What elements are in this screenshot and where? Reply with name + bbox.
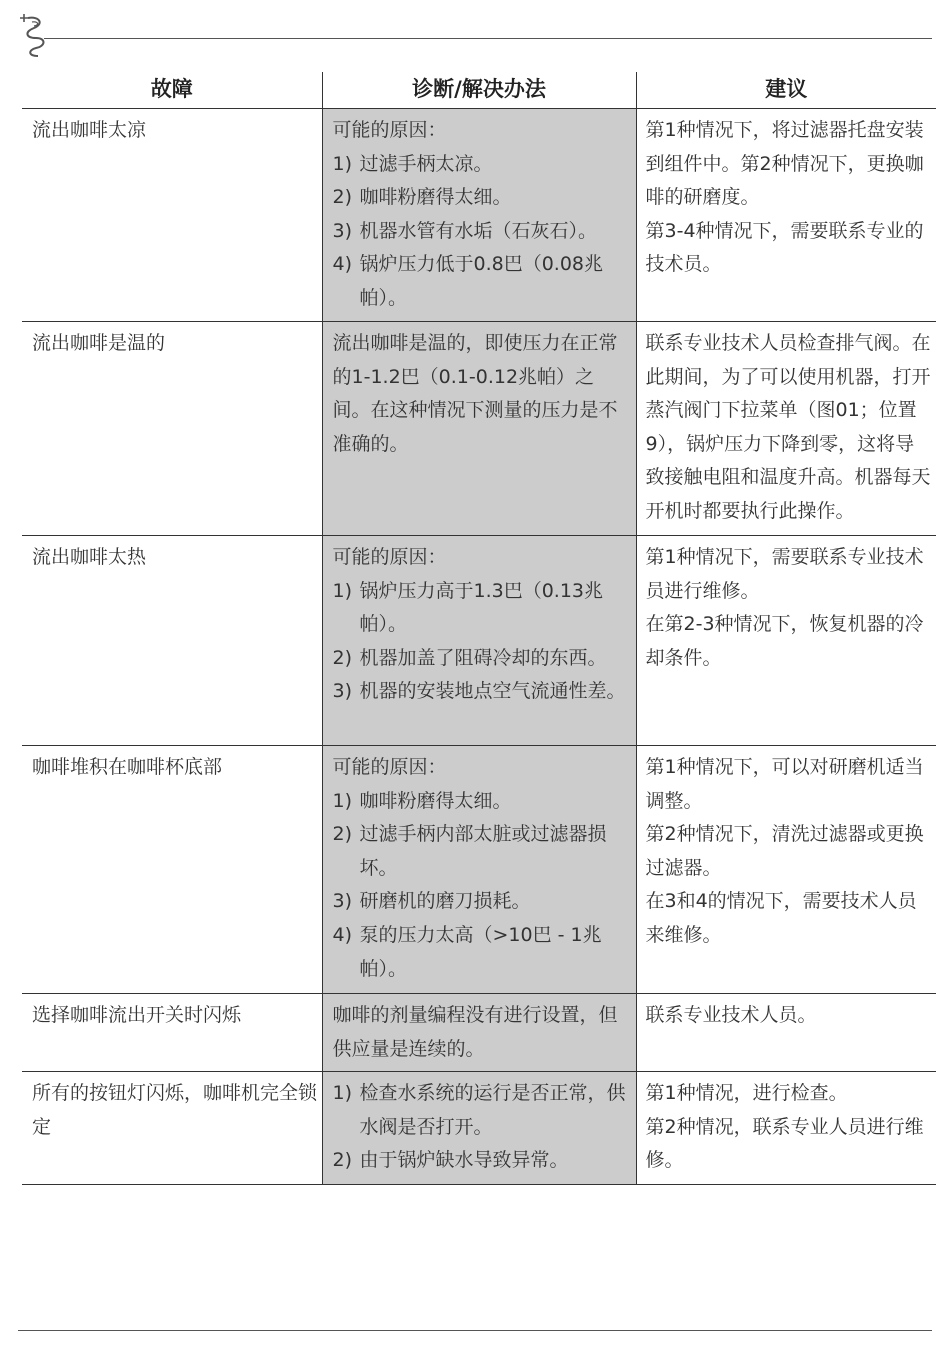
diagnosis-item [333,642,632,676]
diagnosis-intro: 可能的原因： [332,546,447,568]
fault-cell [22,1072,322,1185]
diagnosis-item-number: 2) [332,823,353,846]
table-row [22,746,936,994]
diagnosis-item-text: 由于锅炉缺水导致异常。 [359,1149,569,1172]
table-row [22,994,936,1072]
diagnosis-item-text: 研磨机的磨刀损耗。 [359,890,531,913]
advice-paragraph: 第1种情况下，可以对研磨机适当调整。 [645,756,924,812]
advice-cell [636,322,936,536]
diagnosis-item [333,919,632,986]
column-header-advice: 建议 [636,72,936,109]
column-header-fault: 故障 [22,72,322,109]
diagnosis-item [333,148,632,182]
diagnosis-item [333,575,632,642]
table-header-row [22,72,936,109]
fault-cell [22,746,322,994]
advice-paragraph: 联系专业技术人员检查排气阀。在此期间，为了可以使用机器，打开蒸汽阀门下拉菜单（图01；位置9），锅炉压力下降到零，这将导致接触电阻和温度升高。机器每天开机时都要执行此操作。 [645,332,931,522]
diagnosis-item-number: 3) [332,890,353,913]
fault-text: 咖啡堆积在咖啡杯底部 [32,756,223,778]
diagnosis-item [333,885,632,919]
diagnosis-intro: 咖啡的剂量编程没有进行设置，但供应量是连续的。 [332,1004,618,1060]
troubleshooting-table [22,72,936,1185]
advice-paragraph: 第1种情况下，将过滤器托盘安装到组件中。第2种情况下，更换咖啡的研磨度。 [645,119,924,209]
advice-paragraph: 联系专业技术人员。 [645,1004,817,1026]
wavy-serpent-logo-icon [14,12,54,58]
advice-cell [636,536,936,746]
diagnosis-item-text: 机器水管有水垢（石灰石）。 [359,219,598,242]
diagnosis-item [333,181,632,215]
column-header-diagnosis: 诊断/解决办法 [322,72,636,109]
fault-text: 流出咖啡太凉 [32,119,147,141]
diagnosis-item-text: 过滤手柄太凉。 [359,152,493,175]
advice-cell [636,1072,936,1185]
diagnosis-item [333,1144,632,1178]
diagnosis-item [333,248,632,315]
diagnosis-item-text: 过滤手柄内部太脏或过滤器损坏。 [359,823,607,879]
diagnosis-item-text: 机器加盖了阻碍冷却的东西。 [359,646,607,669]
advice-paragraph: 在3和4的情况下，需要技术人员来维修。 [645,890,917,946]
diagnosis-item [333,785,632,819]
fault-cell [22,994,322,1072]
diagnosis-item-number: 1) [332,1082,353,1105]
diagnosis-cell [322,1072,636,1185]
diagnosis-cell [322,536,636,746]
diagnosis-item-text: 机器的安装地点空气流通性差。 [359,680,626,703]
diagnosis-item [333,215,632,249]
diagnosis-item-text: 锅炉压力低于0.8巴（0.08兆帕）。 [359,253,604,309]
diagnosis-item-text: 检查水系统的运行是否正常，供水阀是否打开。 [359,1082,626,1138]
diagnosis-cell [322,322,636,536]
advice-paragraph: 在第2-3种情况下，恢复机器的冷却条件。 [645,613,924,669]
advice-cell [636,746,936,994]
advice-cell [636,994,936,1072]
header-rule [44,38,932,39]
diagnosis-item-number: 1) [332,789,353,812]
table-row [22,1072,936,1185]
diagnosis-item-text: 咖啡粉磨得太细。 [359,789,512,812]
diagnosis-intro: 可能的原因： [332,119,447,141]
fault-text: 流出咖啡太热 [32,546,147,568]
fault-text: 流出咖啡是温的 [32,332,166,354]
diagnosis-item-text: 咖啡粉磨得太细。 [359,186,512,209]
table-row [22,536,936,746]
diagnosis-item-number: 4) [332,923,353,946]
diagnosis-item-number: 2) [332,646,353,669]
diagnosis-item [333,1077,632,1144]
diagnosis-cell [322,109,636,322]
diagnosis-item-text: 锅炉压力高于1.3巴（0.13兆帕）。 [359,579,604,636]
fault-cell [22,536,322,746]
advice-paragraph: 第2种情况下，清洗过滤器或更换过滤器。 [645,823,924,879]
diagnosis-item-number: 4) [332,253,353,276]
diagnosis-intro: 流出咖啡是温的，即使压力在正常的1-1.2巴（0.1-0.12兆帕）之间。在这种情况下测量的压力是不准确的。 [332,332,618,455]
fault-text: 所有的按钮灯闪烁，咖啡机完全锁定 [32,1082,318,1138]
advice-cell [636,109,936,322]
diagnosis-cell [322,994,636,1072]
diagnosis-item [333,675,632,709]
fault-cell [22,322,322,536]
diagnosis-item-text: 泵的压力太高（>10巴 - 1兆帕）。 [359,923,602,980]
diagnosis-item [333,818,632,885]
diagnosis-cell [322,746,636,994]
diagnosis-item-number: 3) [332,680,353,703]
advice-paragraph: 第2种情况，联系专业人员进行维修。 [645,1115,924,1172]
fault-cell [22,109,322,322]
diagnosis-item-number: 2) [332,1149,353,1172]
table-row [22,109,936,322]
diagnosis-item-number: 1) [332,152,353,175]
footer-rule [18,1330,932,1331]
diagnosis-item-number: 1) [332,579,353,602]
advice-paragraph: 第3-4种情况下，需要联系专业的技术员。 [645,219,924,276]
diagnosis-intro: 可能的原因： [332,756,447,778]
advice-paragraph: 第1种情况下，需要联系专业技术员进行维修。 [645,546,924,602]
advice-paragraph: 第1种情况，进行检查。 [645,1082,848,1105]
diagnosis-item-number: 3) [332,219,353,242]
table-row [22,322,936,536]
diagnosis-item-number: 2) [332,186,353,209]
fault-text: 选择咖啡流出开关时闪烁 [32,1004,242,1026]
